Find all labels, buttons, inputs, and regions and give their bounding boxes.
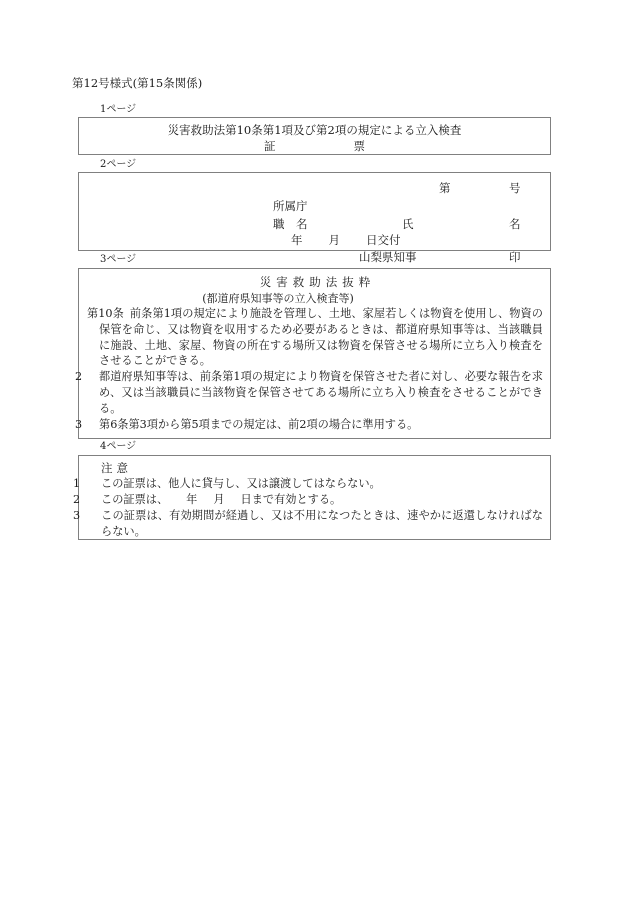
day-issue-label: 日交付 [366, 233, 401, 247]
note-item-2-year-label: 年 [186, 493, 198, 506]
law-article-1-text: 前条第1項の規定により施設を管理し、土地、家屋若しくは物資を使用し、物資の保管を命じ、又は物資を収用するため必要があるときは、都道府県知事等は、当該職員に施設、土地、家屋、物資の所在する場所又は物資を保管させる場所に立ち入り検査をさせることができる。 [99, 307, 543, 368]
note-item-1-number: 1 [73, 477, 81, 490]
law-excerpt-box [75, 268, 551, 439]
law-article-3-text: 第6条第3項から第5項までの規定は、前2項の場合に準用する。 [99, 417, 419, 431]
law-article-1-number: 第10条 [87, 307, 124, 320]
page-label-4: 4ページ [100, 441, 137, 452]
law-article-3 [75, 417, 543, 433]
law-article-1 [87, 306, 543, 369]
year-label: 年 [291, 233, 303, 247]
notes-box [73, 455, 551, 540]
note-item-2-text-before: この証票は、 [101, 493, 169, 506]
law-article-2 [75, 369, 543, 416]
page-label-3: 3ページ [100, 254, 137, 265]
name-label-second: 名 [509, 217, 521, 231]
certificate-word-sho: 証 [264, 139, 276, 153]
number-prefix-label: 第 [439, 181, 451, 195]
note-item-3-number: 3 [73, 509, 81, 522]
page-label-2: 2ページ [100, 159, 137, 170]
issuer-label: 山梨県知事 [359, 250, 417, 264]
affiliation-label: 所属庁 [273, 199, 308, 213]
certificate-title-line: 災害救助法第10条第1項及び第2項の規定による立入検査 [167, 123, 462, 137]
name-label: 氏 [402, 217, 414, 231]
note-item-2-text-after: 日まで有効とする。 [240, 493, 342, 506]
position-label: 職 名 [273, 217, 308, 231]
note-item-2-number: 2 [73, 493, 81, 506]
note-item-2 [73, 492, 543, 508]
note-item-2-month-label: 月 [213, 493, 225, 506]
law-article-2-number: 2 [75, 370, 83, 384]
number-suffix-label: 号 [509, 181, 521, 195]
seal-label: 印 [509, 250, 521, 264]
certificate-title-box [78, 117, 551, 155]
note-item-3-text: この証票は、有効期間が経過し、又は不用になつたときは、速やかに返還しなければならない。 [101, 509, 543, 538]
page-label-1: 1ページ [100, 104, 137, 115]
note-item-1-text: この証票は、他人に貸与し、又は譲渡してはならない。 [101, 477, 381, 490]
issue-date-row [291, 233, 401, 247]
form-title: 第12号様式(第15条関係) [72, 76, 203, 90]
law-article-3-number: 3 [75, 417, 83, 431]
notes-heading: 注意 [101, 461, 132, 475]
law-excerpt-subtitle: (都道府県知事等の立入検査等) [202, 292, 354, 305]
month-label: 月 [328, 233, 340, 247]
law-article-2-text: 都道府県知事等は、前条第1項の規定により物資を保管させた者に対し、必要な報告を求め、又は当該職員に当該物資を保管させてある場所に立ち入り検査をさせることができる。 [99, 370, 543, 415]
note-item-1 [73, 476, 543, 492]
certificate-word-hyo: 票 [353, 139, 365, 153]
note-item-3 [73, 508, 543, 540]
law-excerpt-title: 災害救助法抜粋 [259, 275, 376, 289]
certificate-subtitle-line [79, 138, 550, 154]
